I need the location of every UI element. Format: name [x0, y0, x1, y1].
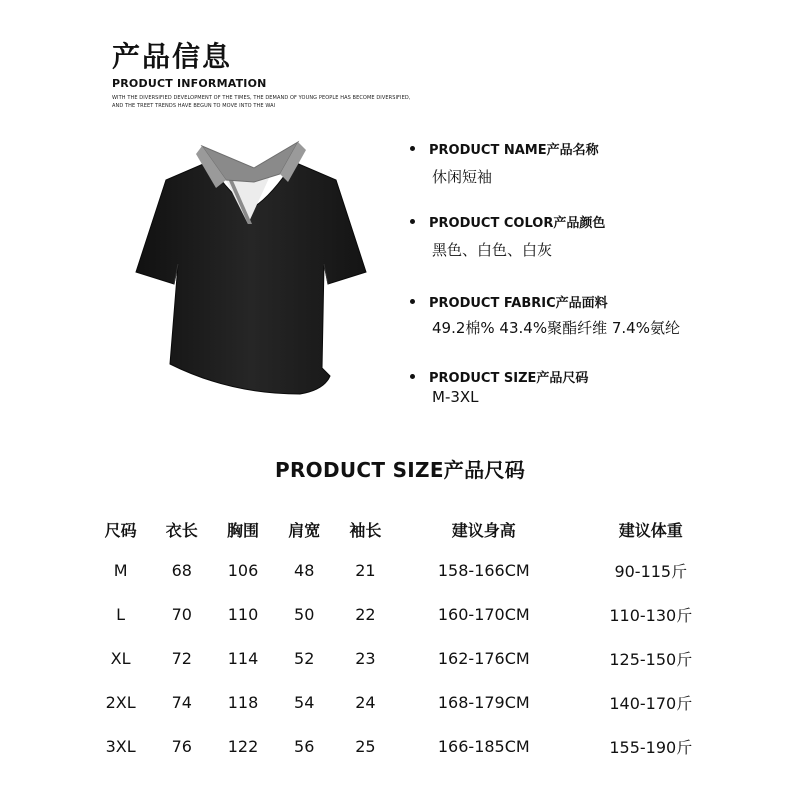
table-cell: 155-190斤	[609, 737, 693, 757]
info-size-value: M-3XL	[432, 388, 479, 406]
info-size-label: PRODUCT SIZE产品尺码	[429, 370, 589, 386]
table-cell: 158-166CM	[437, 560, 530, 580]
table-cell: 56	[294, 736, 315, 756]
bullet-icon	[410, 299, 415, 304]
table-header-cell: 尺码	[104, 520, 137, 540]
info-name	[410, 138, 790, 187]
header-description: WITH THE DIVERSIFIED DEVELOPMENT OF THE TIMES, THE DEMAND OF YOUNG PEOPLE HAS BECOME DIVERSIFIED, AND THE TREET TRENDS HAVE BEGUN TO MOVE INTO THE WAI	[112, 95, 411, 109]
table-cell: 68	[171, 560, 192, 580]
table-cell: 54	[294, 692, 315, 712]
info-fabric-value: 49.2棉% 43.4%聚酯纤维 7.4%氨纶	[432, 319, 680, 337]
table-cell: 70	[171, 604, 192, 624]
table-cell: 74	[171, 692, 192, 712]
table-header-cell: 建议身高	[451, 520, 516, 540]
table-cell: 90-115斤	[614, 561, 688, 581]
table-cell: 140-170斤	[609, 693, 693, 713]
table-cell: 72	[171, 648, 192, 668]
table-cell: 162-176CM	[437, 648, 530, 668]
table-cell: XL	[110, 648, 131, 668]
table-cell: 21	[355, 560, 376, 580]
table-cell: 114	[227, 648, 259, 668]
size-chart-title: PRODUCT SIZE产品尺码	[275, 458, 525, 482]
table-row	[90, 636, 730, 680]
table-cell: M	[113, 560, 128, 580]
info-color	[410, 211, 790, 260]
info-name-label: PRODUCT NAME产品名称	[429, 142, 599, 158]
table-header-row	[90, 510, 730, 548]
info-color-value: 黑色、白色、白灰	[432, 241, 553, 259]
table-cell: 166-185CM	[437, 736, 530, 756]
table-cell: 110-130斤	[609, 605, 693, 625]
size-table	[90, 510, 730, 768]
table-row	[90, 548, 730, 592]
table-header-cell: 袖长	[349, 520, 382, 540]
info-size	[410, 366, 790, 406]
table-header-cell: 建议体重	[618, 520, 683, 540]
info-fabric	[410, 291, 790, 338]
info-fabric-label: PRODUCT FABRIC产品面料	[429, 295, 608, 311]
table-cell: 50	[294, 604, 315, 624]
table-cell: 52	[294, 648, 315, 668]
table-row	[90, 592, 730, 636]
info-color-label: PRODUCT COLOR产品颜色	[429, 215, 606, 231]
table-cell: 106	[227, 560, 259, 580]
page-title: 产品信息	[112, 40, 233, 73]
table-cell: 25	[355, 736, 376, 756]
table-cell: 48	[294, 560, 315, 580]
bullet-icon	[410, 146, 415, 151]
table-cell: 76	[171, 736, 192, 756]
table-cell: 110	[227, 604, 259, 624]
table-header-cell: 肩宽	[288, 520, 321, 540]
table-cell: 2XL	[105, 692, 136, 712]
table-cell: 118	[227, 692, 259, 712]
polo-shirt-icon	[130, 132, 370, 414]
table-cell: 160-170CM	[437, 604, 530, 624]
table-cell: 125-150斤	[609, 649, 693, 669]
table-header-cell: 衣长	[165, 520, 198, 540]
table-cell: 22	[355, 604, 376, 624]
table-cell: 168-179CM	[437, 692, 530, 712]
header	[112, 40, 532, 110]
table-cell: 23	[355, 648, 376, 668]
product-image	[130, 132, 370, 414]
table-row	[90, 724, 730, 768]
bullet-icon	[410, 374, 415, 379]
info-name-value: 休闲短袖	[432, 168, 493, 186]
table-cell: 122	[227, 736, 259, 756]
bullet-icon	[410, 219, 415, 224]
page-subtitle: PRODUCT INFORMATION	[112, 77, 267, 90]
table-row	[90, 680, 730, 724]
table-cell: L	[116, 604, 126, 624]
table-cell: 3XL	[105, 736, 136, 756]
table-header-cell: 胸围	[227, 520, 260, 540]
table-cell: 24	[355, 692, 376, 712]
